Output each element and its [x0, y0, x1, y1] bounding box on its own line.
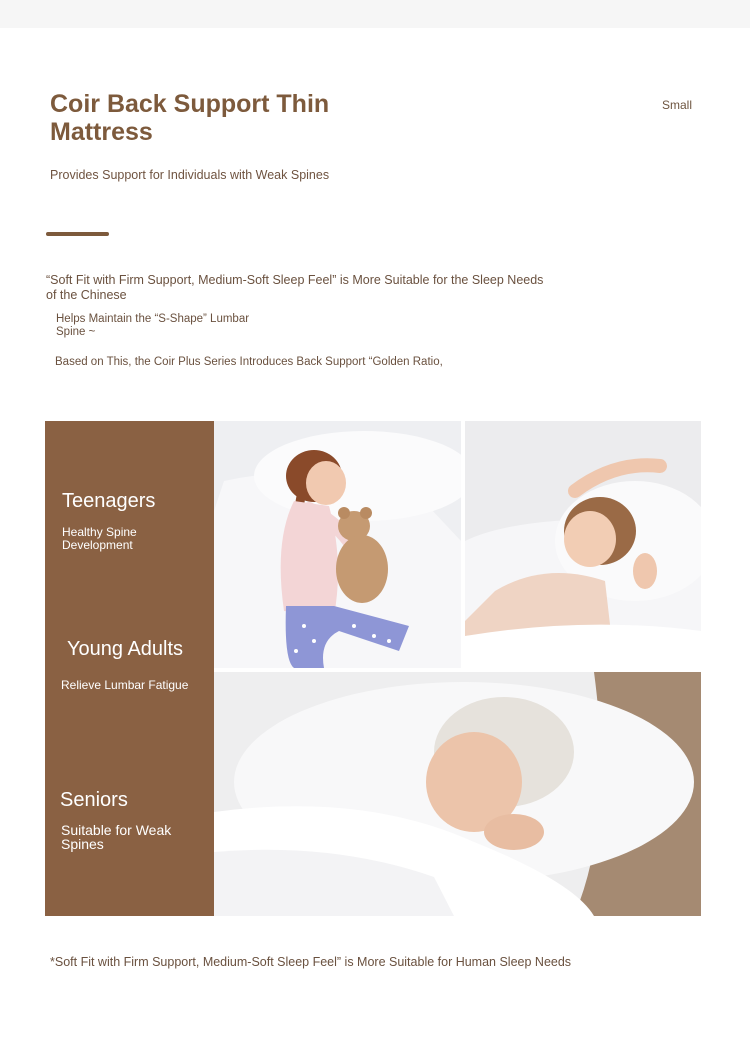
- segment-title-young-adults: Young Adults: [67, 638, 184, 660]
- audience-panel: [45, 421, 214, 916]
- intro-line-3: Based on This, the Coir Plus Series Introduces Back Support “Golden Ratio,: [55, 356, 443, 368]
- page-subtitle: Provides Support for Individuals with Weak Spines: [50, 168, 330, 182]
- footer-note: *Soft Fit with Firm Support, Medium-Soft Sleep Feel” is More Suitable for Human Sleep Needs: [50, 955, 572, 969]
- intro-line-2: Helps Maintain the “S-Shape” Lumbar Spine ~: [56, 313, 250, 338]
- segment-desc-teenagers: Healthy Spine Development: [62, 525, 137, 552]
- young-woman-photo: [465, 421, 701, 668]
- page-title: Coir Back Support Thin Mattress: [50, 90, 330, 146]
- senior-woman-photo: [214, 672, 701, 916]
- title-divider: [46, 232, 109, 236]
- child-sleeping-photo: [214, 421, 461, 668]
- size-label[interactable]: Small: [662, 98, 693, 112]
- segment-title-teenagers: Teenagers: [62, 490, 156, 512]
- segment-desc-seniors: Suitable for Weak Spines: [61, 822, 172, 852]
- segment-title-seniors: Seniors: [60, 789, 128, 811]
- intro-line-1: “Soft Fit with Firm Support, Medium-Soft Sleep Feel” is More Suitable for the Sleep Needs of the Chinese: [46, 273, 544, 302]
- top-strip: [0, 0, 750, 28]
- segment-desc-young-adults: Relieve Lumbar Fatigue: [61, 678, 189, 692]
